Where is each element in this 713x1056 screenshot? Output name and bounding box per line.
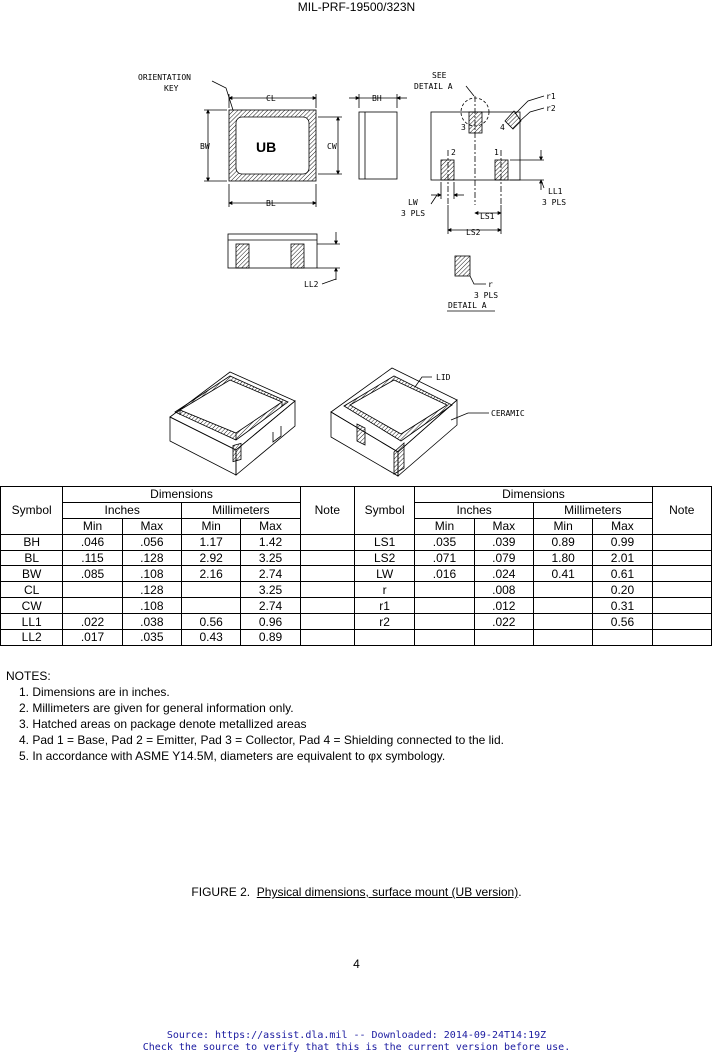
table-cell: 0.41 (533, 566, 592, 582)
header-min: Min (182, 518, 241, 534)
table-cell: .035 (122, 630, 181, 646)
notes-heading: NOTES: (6, 669, 51, 683)
dim-label-cw: CW (327, 142, 337, 151)
table-cell: .038 (122, 614, 181, 630)
table-cell: 0.56 (593, 614, 652, 630)
table-cell (652, 566, 711, 582)
table-cell: BW (1, 566, 63, 582)
pad-number-3: 3 (461, 123, 466, 132)
dim-label-ll1: LL1 (548, 187, 563, 196)
table-cell: 1.17 (182, 534, 241, 550)
header-min: Min (533, 518, 592, 534)
table-cell: LS1 (354, 534, 414, 550)
header-max: Max (241, 518, 300, 534)
table-cell: .008 (474, 582, 533, 598)
header-symbol: Symbol (354, 487, 414, 535)
table-cell (652, 550, 711, 566)
table-cell: .017 (63, 630, 122, 646)
header-inches: Inches (415, 502, 534, 518)
header-millimeters: Millimeters (182, 502, 301, 518)
table-cell (300, 550, 354, 566)
table-cell: .108 (122, 566, 181, 582)
dim-label-ls1: LS1 (480, 212, 495, 221)
table-cell: .071 (415, 550, 474, 566)
table-cell (652, 534, 711, 550)
dimensions-table (0, 486, 712, 646)
table-cell: BL (1, 550, 63, 566)
table-cell: r1 (354, 598, 414, 614)
pad-number-2: 2 (451, 148, 456, 157)
header-inches: Inches (63, 502, 182, 518)
table-cell: 2.92 (182, 550, 241, 566)
table-cell: 0.31 (593, 598, 652, 614)
verify-line: Check the source to verify that this is the current version before use. (142, 1042, 571, 1053)
table-cell (533, 598, 592, 614)
table-cell (63, 582, 122, 598)
table-cell (63, 598, 122, 614)
table-cell: .022 (474, 614, 533, 630)
figure-number: FIGURE 2. (191, 885, 251, 899)
table-cell: .115 (63, 550, 122, 566)
note-item: 4. Pad 1 = Base, Pad 2 = Emitter, Pad 3 = Collector, Pad 4 = Shielding connected to the lid. (19, 733, 504, 747)
table-cell (533, 630, 592, 646)
table-cell (593, 630, 652, 646)
table-cell: 0.96 (241, 614, 300, 630)
pad-number-4: 4 (500, 123, 505, 132)
table-cell (652, 614, 711, 630)
dim-label-lw-pls: 3 PLS (401, 209, 426, 218)
table-row (1, 614, 712, 630)
table-cell: .079 (474, 550, 533, 566)
package-outline-drawing (0, 0, 713, 480)
table-cell: .035 (415, 534, 474, 550)
document-id-header: MIL-PRF-19500/323N (297, 0, 416, 14)
table-cell: 2.74 (241, 566, 300, 582)
table-cell: 0.43 (182, 630, 241, 646)
table-cell: 0.89 (533, 534, 592, 550)
table-cell: 0.20 (593, 582, 652, 598)
table-row (1, 566, 712, 582)
dim-label-r1: r1 (546, 92, 556, 101)
table-cell (533, 614, 592, 630)
figure-caption-period: . (518, 885, 522, 899)
table-cell: LW (354, 566, 414, 582)
table-cell: .012 (474, 598, 533, 614)
table-cell (300, 582, 354, 598)
table-cell: .024 (474, 566, 533, 582)
see-detail-label: SEE (432, 71, 447, 80)
table-cell: .056 (122, 534, 181, 550)
table-cell (415, 630, 474, 646)
table-cell (300, 630, 354, 646)
dim-label-bl: BL (266, 199, 276, 208)
table-cell: 2.01 (593, 550, 652, 566)
table-row (1, 582, 712, 598)
table-cell (300, 534, 354, 550)
table-cell: LS2 (354, 550, 414, 566)
table-cell (415, 598, 474, 614)
dim-label-bh: BH (372, 94, 382, 103)
table-row (1, 630, 712, 646)
table-cell (474, 630, 533, 646)
ceramic-label: CERAMIC (491, 409, 525, 418)
pad-number-1: 1 (494, 148, 499, 157)
table-cell: r2 (354, 614, 414, 630)
table-cell: .046 (63, 534, 122, 550)
table-cell: r (354, 582, 414, 598)
note-item: 5. In accordance with ASME Y14.5M, diameters are equivalent to φx symbology. (19, 749, 446, 763)
header-millimeters: Millimeters (533, 502, 652, 518)
header-symbol: Symbol (1, 487, 63, 535)
table-cell: .128 (122, 582, 181, 598)
table-cell: LL1 (1, 614, 63, 630)
table-cell: .108 (122, 598, 181, 614)
lid-label: LID (436, 373, 451, 382)
table-cell (652, 582, 711, 598)
table-cell (533, 582, 592, 598)
header-max: Max (474, 518, 533, 534)
table-cell (354, 630, 414, 646)
header-note: Note (652, 487, 711, 535)
table-cell: .016 (415, 566, 474, 582)
table-cell: .128 (122, 550, 181, 566)
table-cell: LL2 (1, 630, 63, 646)
table-cell (182, 598, 241, 614)
table-cell: CL (1, 582, 63, 598)
notes-section (6, 668, 504, 764)
table-cell: 0.89 (241, 630, 300, 646)
figure-caption (0, 885, 713, 899)
note-item: 3. Hatched areas on package denote metallized areas (19, 717, 307, 731)
table-cell (300, 598, 354, 614)
header-dimensions: Dimensions (415, 487, 652, 503)
table-cell: 0.99 (593, 534, 652, 550)
table-cell: 0.61 (593, 566, 652, 582)
table-cell (182, 582, 241, 598)
table-cell: BH (1, 534, 63, 550)
table-row (1, 534, 712, 550)
table-cell: CW (1, 598, 63, 614)
table-cell: 1.80 (533, 550, 592, 566)
table-row (1, 550, 712, 566)
header-dimensions: Dimensions (63, 487, 300, 503)
see-detail-label-2: DETAIL A (414, 82, 453, 91)
dim-label-cl: CL (266, 94, 276, 103)
header-min: Min (415, 518, 474, 534)
detail-a-label: DETAIL A (448, 301, 487, 310)
note-item: 1. Dimensions are in inches. (19, 685, 170, 699)
orientation-key-label: ORIENTATION (138, 73, 191, 82)
table-cell (300, 614, 354, 630)
header-note: Note (300, 487, 354, 535)
table-cell (652, 598, 711, 614)
table-cell (415, 614, 474, 630)
note-item: 2. Millimeters are given for general information only. (19, 701, 294, 715)
table-cell (415, 582, 474, 598)
dim-label-r2: r2 (546, 104, 556, 113)
table-cell: .022 (63, 614, 122, 630)
source-footer (0, 1030, 713, 1054)
table-cell: 3.25 (241, 582, 300, 598)
dim-label-lw: LW (408, 198, 418, 207)
table-cell: 2.16 (182, 566, 241, 582)
table-cell: .039 (474, 534, 533, 550)
source-line: Source: https://assist.dla.mil -- Downloaded: 2014-09-24T14:19Z (166, 1030, 547, 1041)
table-cell: 1.42 (241, 534, 300, 550)
version-marking-ub: UB (256, 139, 277, 155)
dim-label-ll1-pls: 3 PLS (542, 198, 567, 207)
table-cell (300, 566, 354, 582)
header-max: Max (593, 518, 652, 534)
table-cell: 3.25 (241, 550, 300, 566)
header-min: Min (63, 518, 122, 534)
header-max: Max (122, 518, 181, 534)
table-cell: .085 (63, 566, 122, 582)
table-cell: 0.56 (182, 614, 241, 630)
dim-label-r: r (488, 280, 493, 289)
table-row (1, 598, 712, 614)
dim-label-ll2: LL2 (304, 280, 319, 289)
dim-label-r-pls: 3 PLS (474, 291, 499, 300)
dim-label-bw: BW (200, 142, 210, 151)
page-number: 4 (353, 957, 360, 971)
dim-label-ls2: LS2 (466, 228, 481, 237)
table-cell (652, 630, 711, 646)
orientation-key-label-2: KEY (164, 84, 179, 93)
table-cell: 2.74 (241, 598, 300, 614)
figure-title: Physical dimensions, surface mount (UB version) (256, 885, 519, 899)
